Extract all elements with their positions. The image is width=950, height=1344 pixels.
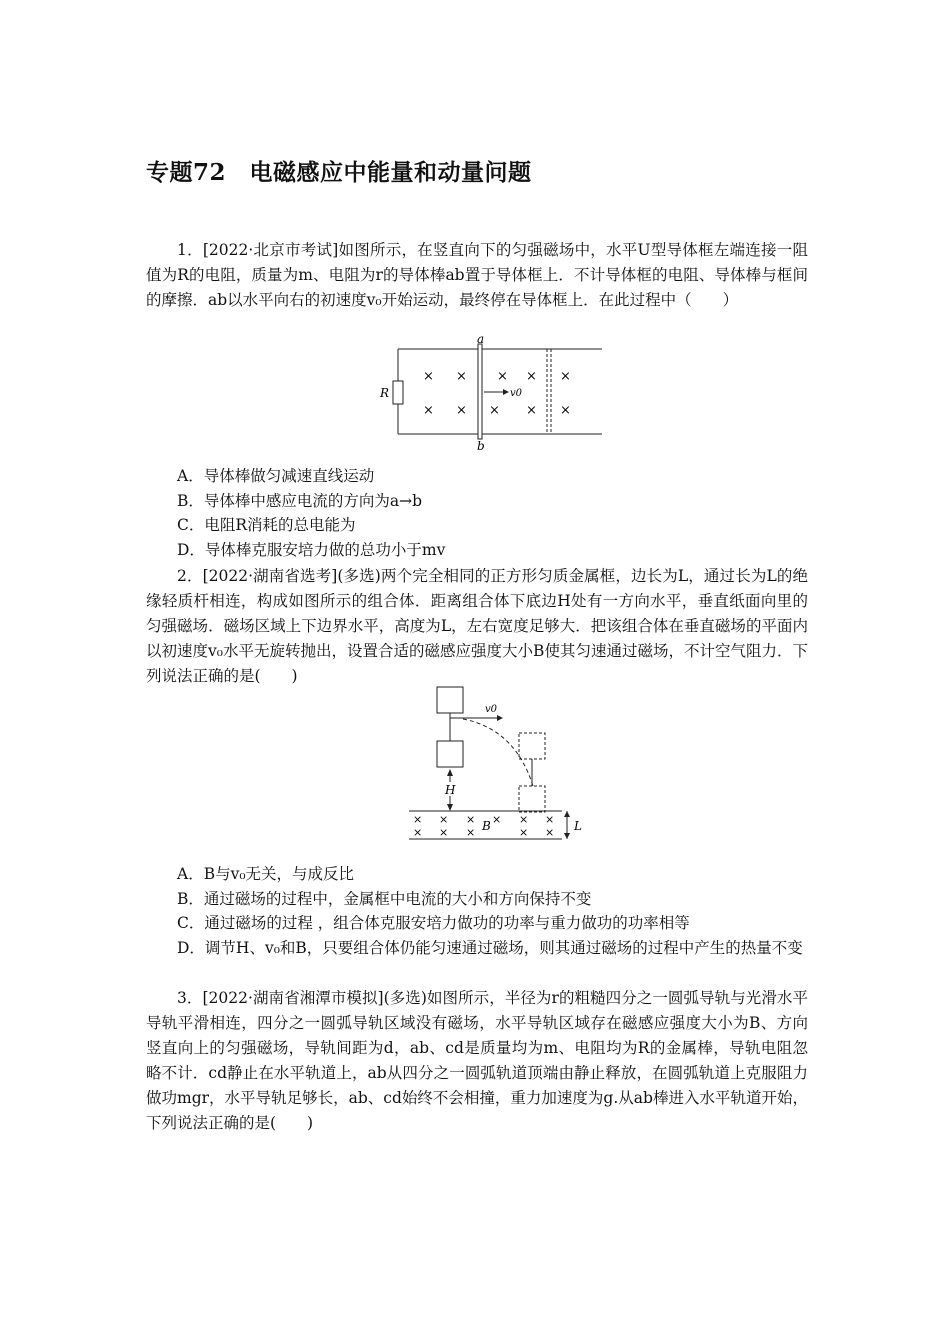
field-cross: ×	[466, 826, 476, 839]
label-a: a	[477, 334, 485, 346]
question-1-text	[146, 238, 808, 313]
field-cross: ×	[560, 403, 571, 418]
resistor-symbol	[393, 381, 403, 404]
dashed-upper-frame	[519, 733, 545, 759]
field-cross: ×	[413, 826, 423, 839]
question-1-source: [2022·北京市考试]	[202, 241, 339, 259]
question-2-options	[146, 862, 808, 960]
question-3-number: 3．	[177, 989, 203, 1007]
field-cross: ×	[423, 403, 434, 418]
label-B: B	[482, 819, 491, 833]
label-H: H	[445, 783, 456, 797]
question-3-source: [2022·湖南省湘潭市模拟]	[202, 989, 384, 1007]
label-b: b	[477, 439, 485, 452]
option-2a[interactable]: A．B与v₀无关，与成反比	[177, 865, 355, 883]
label-R: R	[380, 386, 390, 400]
field-cross: ×	[439, 826, 449, 839]
question-3-text	[146, 986, 808, 1136]
field-cross: ×	[545, 826, 555, 839]
field-cross: ×	[560, 369, 571, 384]
field-cross: ×	[456, 403, 467, 418]
label-v0: v0	[485, 704, 498, 715]
question-2-source: [2022·湖南省选考]	[202, 567, 338, 585]
question-1	[146, 238, 808, 313]
field-cross: ×	[545, 813, 555, 826]
trajectory-curve	[463, 719, 533, 786]
rod-ab	[478, 344, 482, 439]
question-3-body: (多选)如图所示，半径为r的粗糙四分之一圆弧导轨与光滑水平导轨平滑相连，四分之一圆弧导轨区域没有磁场，水平导轨区域存在磁感应强度大小为B、方向竖直向上的匀强磁场，导轨间距为d，ab、cd是质量均为m、电阻均为R的金属棒，导轨电阻忽略不计．cd静止在水平轨道上，ab从四分之一圆弧轨道顶端由静止释放，在圆弧轨道上克服阻力做功mgr，水平导轨足够长，ab、cd始终不会相撞，重力加速度为g.从ab棒进入水平轨道开始，下列说法正确的是( )	[146, 989, 808, 1132]
field-cross: ×	[519, 826, 529, 839]
option-1d[interactable]: D．导体棒克服安培力做的总功小于mv	[177, 540, 446, 559]
question-1-number: 1．	[177, 241, 203, 259]
question-2-text	[146, 564, 808, 689]
question-2	[146, 564, 808, 689]
option-1b[interactable]: B．导体棒中感应电流的方向为a→b	[177, 491, 423, 510]
question-2-figure	[405, 684, 587, 844]
field-cross: ×	[497, 369, 508, 384]
question-1-body: 如图所示，在竖直向下的匀强磁场中，水平U型导体框左端连接一阻值为R的电阻，质量为m、电阻为r的导体棒ab置于导体框上．不计导体框的电阻、导体棒与框间的摩擦．ab以水平向右的初速度v₀开始运动，最终停在导体框上．在此过程中（ ）	[146, 241, 808, 309]
label-L: L	[574, 819, 582, 833]
field-cross: ×	[423, 369, 434, 384]
field-cross: ×	[519, 813, 529, 826]
question-1-figure	[376, 334, 608, 452]
question-2-number: 2．	[177, 567, 203, 585]
dashed-lower-frame	[519, 786, 545, 812]
field-cross: ×	[489, 403, 500, 418]
field-cross: ×	[456, 369, 467, 384]
upper-frame	[437, 687, 463, 713]
option-1a[interactable]: A．导体棒做匀减速直线运动	[177, 467, 375, 485]
field-cross: ×	[492, 813, 502, 826]
field-cross: ×	[466, 813, 476, 826]
field-cross: ×	[526, 369, 537, 384]
velocity-arrow-head	[503, 389, 509, 395]
field-cross: ×	[526, 403, 537, 418]
option-2d[interactable]: D．调节H、v₀和B，只要组合体仍能匀速通过磁场，则其通过磁场的过程中产生的热量不变	[177, 938, 803, 957]
page-title: 专题72 电磁感应中能量和动量问题	[146, 159, 532, 186]
question-3	[146, 986, 808, 1136]
velocity-arrow-head	[497, 715, 503, 721]
field-cross: ×	[413, 813, 423, 826]
label-v0: v0	[510, 388, 523, 399]
option-1c[interactable]: C．电阻R消耗的总电能为	[177, 516, 356, 534]
option-2c[interactable]: C．通过磁场的过程 ，组合体克服安培力做功的功率与重力做功的功率相等	[177, 914, 690, 932]
lower-frame	[437, 741, 463, 767]
field-cross: ×	[439, 813, 449, 826]
question-2-body: (多选)两个完全相同的正方形匀质金属框，边长为L，通过长为L的绝缘轻质杆相连，构成如图所示的组合体．距离组合体下底边H处有一方向水平，垂直纸面向里的匀强磁场．磁场区域上下边界水平，高度为L，左右宽度足够大．把该组合体在垂直磁场的平面内以初速度v₀水平无旋转抛出，设置合适的磁感应强度大小B使其匀速通过磁场，不计空气阻力．下列说法正确的是( )	[146, 567, 808, 685]
question-1-options	[146, 464, 808, 562]
option-2b[interactable]: B．通过磁场的过程中，金属框中电流的大小和方向保持不变	[177, 889, 592, 908]
